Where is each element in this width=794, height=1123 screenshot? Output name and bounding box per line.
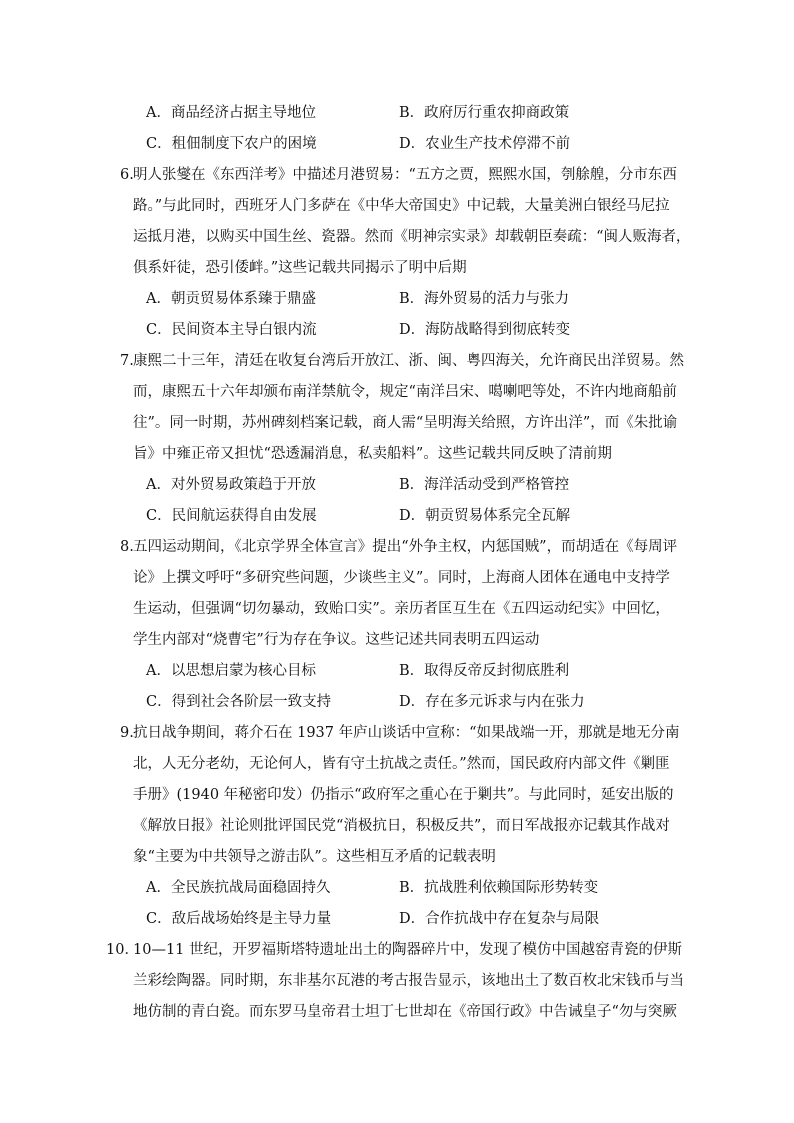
q9-line-2: 北，人无分老幼，无论何人，皆有守土抗战之责任。”然而，国民政府内部文件《剿匪 xyxy=(133,756,670,772)
q7-option-b: B．海洋活动受到严格管控 xyxy=(399,477,570,493)
q9-line-4: 《解放日报》社论则批评国民党“消极抗日，积极反共”，而日军战报亦记载其作战对 xyxy=(133,818,670,834)
q6-option-a: A．朝贡贸易体系臻于鼎盛 xyxy=(146,291,316,307)
q7-number: 7. xyxy=(120,353,134,369)
q10-line-1: 10—11 世纪，开罗福斯塔特遗址出土的陶器碎片中，发现了模仿中国越窑青瓷的伊斯 xyxy=(133,942,683,958)
q8-option-c: C．得到社会各阶层一致支持 xyxy=(146,694,332,710)
q6-number: 6. xyxy=(120,167,134,183)
q9-number: 9. xyxy=(120,725,134,741)
q8-line-4: 学生内部对“烧曹宅”行为存在争议。这些记述共同表明五四运动 xyxy=(133,632,540,648)
q6-line-4: 俱系奸徒，恐引倭衅。”这些记载共同揭示了明中后期 xyxy=(133,260,467,276)
q9-option-b: B．抗战胜利依赖国际形势转变 xyxy=(399,880,599,896)
q7-line-2: 而，康熙五十六年却颁布南洋禁航令，规定“南洋吕宋、噶喇吧等处，不许内地商船前 xyxy=(133,384,677,400)
q9-option-a: A．全民族抗战局面稳固持久 xyxy=(146,880,331,896)
q5-option-c: C．租佃制度下农户的困境 xyxy=(146,136,317,152)
q8-option-b: B．取得反帝反封彻底胜利 xyxy=(399,663,570,679)
q6-option-d: D．海防战略得到彻底转变 xyxy=(399,322,571,338)
q6-line-2: 路。”与此同时，西班牙人门多萨在《中华大帝国史》中记载，大量美洲白银经马尼拉 xyxy=(133,198,670,214)
q8-option-d: D．存在多元诉求与内在张力 xyxy=(399,694,585,710)
q9-option-d: D．合作抗战中存在复杂与局限 xyxy=(399,911,600,927)
q6-option-b: B．海外贸易的活力与张力 xyxy=(399,291,570,307)
q7-option-a: A．对外贸易政策趋于开放 xyxy=(146,477,316,493)
q10-line-3: 地仿制的青白瓷。而东罗马皇帝君士坦丁七世却在《帝国行政》中告诫皇子“勿与突厥 xyxy=(133,1004,677,1020)
q9-option-c: C．敌后战场始终是主导力量 xyxy=(146,911,332,927)
q7-line-3: 往”。同一时期，苏州碑刻档案记载，商人需“呈明海关给照，方许出洋”，而《朱批谕 xyxy=(133,415,678,431)
q6-line-3: 运抵月港，以购买中国生丝、瓷器。然而《明神宗实录》却载朝臣奏疏：“闽人贩海者， xyxy=(133,229,691,245)
q9-line-1: 抗日战争期间，蒋介石在 1937 年庐山谈话中宣称：“如果战端一开，那就是地无分南 xyxy=(133,725,680,741)
q9-line-3: 手册》(1940 年秘密印发）仍指示“政府军之重心在于剿共”。与此同时，延安出版的 xyxy=(133,787,674,803)
q7-line-4: 旨》中雍正帝又担忧“恐透漏消息，私卖船料”。这些记载共同反映了清前期 xyxy=(133,446,612,462)
q8-option-a: A．以思想启蒙为核心目标 xyxy=(146,663,316,679)
q7-option-c: C．民间航运获得自由发展 xyxy=(146,508,317,524)
q10-line-2: 兰彩绘陶器。同时期，东非基尔瓦港的考古报告显示，该地出土了数百枚北宋钱币与当 xyxy=(133,973,684,989)
q8-line-3: 生运动，但强调“切勿暴动，致贻口实”。亲历者匡互生在《五四运动纪实》中回忆， xyxy=(133,601,670,617)
q5-option-a: A．商品经济占据主导地位 xyxy=(146,105,316,121)
q5-option-d: D．农业生产技术停滞不前 xyxy=(399,136,571,152)
q6-line-1: 明人张燮在《东西洋考》中描述月港贸易：“五方之贾，熙熙水国，刳艅艎，分市东西 xyxy=(133,167,677,183)
q8-line-2: 论》上撰文呼吁“多研究些问题，少谈些主义”。同时，上海商人团体在通电中支持学 xyxy=(133,570,670,586)
q8-line-1: 五四运动期间，《北京学界全体宣言》提出“外争主权，内惩国贼”，而胡适在《每周评 xyxy=(133,539,678,555)
q10-number: 10． xyxy=(106,942,139,958)
q9-line-5: 象“主要为中共领导之游击队”。这些相互矛盾的记载表明 xyxy=(133,849,496,865)
q5-option-b: B．政府厉行重农抑商政策 xyxy=(399,105,570,121)
q7-option-d: D．朝贡贸易体系完全瓦解 xyxy=(399,508,571,524)
q8-number: 8. xyxy=(120,539,134,555)
q7-line-1: 康熙二十三年，清廷在收复台湾后开放江、浙、闽、粤四海关，允许商民出洋贸易。然 xyxy=(133,353,684,369)
q6-option-c: C．民间资本主导白银内流 xyxy=(146,322,317,338)
